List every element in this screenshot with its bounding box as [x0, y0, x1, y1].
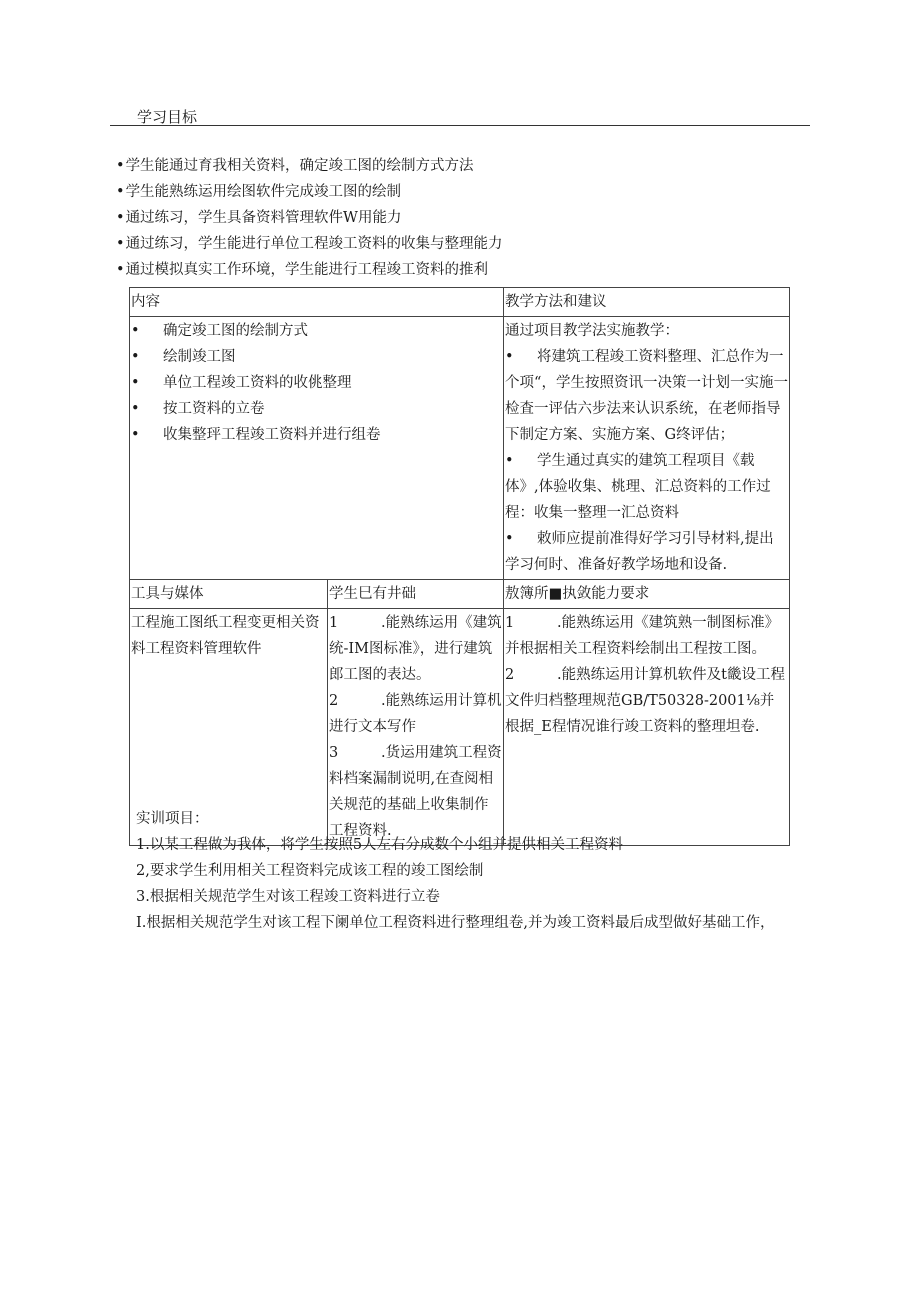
- section-title: 学习目标: [137, 108, 198, 126]
- objective-text: 学生能通过育我相关资料，确定竣工图的绘制方式方法: [125, 158, 474, 174]
- bullet: •: [116, 210, 125, 226]
- req-item: [505, 610, 788, 662]
- content-header-cell: [130, 288, 504, 317]
- method-item: [505, 344, 788, 448]
- training-item: 1.以某工程做为我体，将学生按照5人左右分成数个小组并提供相关工程资料: [136, 837, 624, 853]
- objective-text: 学生能熟练运用绘图软件完成竣工图的绘制: [125, 184, 402, 200]
- prior-item-text: .货运用建筑工程资料档案漏制说明,在查阅相关规范的基础上收集制作工程资料.: [329, 745, 502, 839]
- content-item-text: 按工资料的立卷: [163, 401, 265, 417]
- bullet: •: [131, 349, 140, 365]
- req-item: [505, 662, 788, 740]
- content-cell: [130, 317, 504, 580]
- method-item: [505, 448, 788, 526]
- bullet: •: [505, 531, 514, 547]
- method-item: [505, 526, 788, 578]
- item-number: 3: [329, 745, 339, 761]
- bullet: •: [131, 401, 140, 417]
- method-item-text: 将建筑工程竣工资料整理、汇总作为一个项“，学生按照资讯一决策一计划一实施一检査一评估六步法来认识系统，在老师指导下制定方案、实施方案、G终评估；: [505, 349, 788, 443]
- prior-item: [329, 610, 502, 688]
- content-item: [131, 344, 502, 370]
- training-item: 3.根据相关规范学生对该工程竣工资料进行立卷: [136, 889, 440, 905]
- prior-item-text: .能熟练运用计算机进行文本写作: [329, 693, 502, 735]
- content-item-text: 确定竣工图的绘制方式: [163, 323, 308, 339]
- req-header: 敖簿所■执敛能力要求: [505, 586, 650, 602]
- training-section: [136, 806, 836, 936]
- content-item-text: 收集整玶工程竣工资料并进行组卷: [163, 427, 381, 443]
- objective-item: [116, 156, 816, 182]
- method-header: 教学方法和建议: [505, 294, 607, 310]
- objective-text: 通过练习，学生能进行单位工程竣工资料的收集与整理能力: [125, 236, 503, 252]
- objective-text: 通过模拟真实工作环境，学生能进行工程竣工资料的推利: [125, 262, 489, 278]
- objective-text: 通过练习，学生具备资料管理软件W用能力: [125, 210, 402, 226]
- method-item-text: 学生通过真实的建筑工程项目《载体》,体验收集、桃理、汇总资料的工作过程：收集一整理一汇总资料: [505, 453, 771, 521]
- bullet: •: [131, 323, 140, 339]
- objective-item: [116, 208, 816, 234]
- training-item: I.根据相关规范学生对该工程下阑单位工程资料进行整理组卷,并为竣工资料最后成型做好基础工作，: [136, 915, 775, 931]
- bullet: •: [505, 349, 514, 365]
- req-item-text: .能熟练运用《建筑熟一制图标准》并根据相关工程资料绘制出工程按工图。: [505, 615, 780, 657]
- method-cell: [504, 317, 790, 580]
- tools-header: 工具与媒体: [131, 586, 204, 602]
- bullet: •: [505, 453, 514, 469]
- item-number: 1: [329, 615, 339, 631]
- objectives-list: [116, 156, 816, 286]
- training-title: 实训项目：: [136, 811, 209, 827]
- prior-item: [329, 688, 502, 740]
- item-number: 1: [505, 615, 515, 631]
- req-header-cell: [504, 580, 790, 609]
- req-item-text: .能熟练运用计算机软件及t畿设工程文件归档整理规范GB/T50328-2001⅛并根据_E程情况谁行竣工资料的整理坦卷.: [505, 667, 785, 735]
- bullet: •: [116, 236, 125, 252]
- header-divider: [110, 125, 810, 126]
- item-number: 2: [329, 693, 339, 709]
- method-intro: 通过项目教学法实施教学：: [505, 323, 680, 339]
- training-item: 2,要求学生利用相关工程资料完成该工程的竣工图绘制: [136, 863, 484, 879]
- objective-item: [116, 182, 816, 208]
- method-item-text: 敕师应提前准得好学习引导材料,提出学习何时、准备好教学场地和设备.: [505, 531, 774, 573]
- content-item-text: 绘制竣工图: [163, 349, 236, 365]
- tools-header-cell: [130, 580, 328, 609]
- prior-header-cell: [328, 580, 504, 609]
- tools-text: 工程施工图纸工程变更相关资料工程资料管理软件: [131, 615, 320, 657]
- bullet: •: [131, 427, 140, 443]
- method-header-cell: [504, 288, 790, 317]
- content-item: [131, 370, 502, 396]
- objective-item: [116, 260, 816, 286]
- bullet: •: [131, 375, 140, 391]
- bullet: •: [116, 158, 125, 174]
- prior-header: 学生巳有井础: [329, 586, 416, 602]
- content-item: [131, 318, 502, 344]
- content-item: [131, 422, 502, 448]
- bullet: •: [116, 184, 125, 200]
- course-table: [129, 287, 790, 846]
- objective-item: [116, 234, 816, 260]
- bullet: •: [116, 262, 125, 278]
- content-item: [131, 396, 502, 422]
- content-item-text: 单位工程竣工资料的收佻整理: [163, 375, 352, 391]
- item-number: 2: [505, 667, 515, 683]
- prior-item-text: .能熟练运用《建筑统-IM图标准》，进行建筑郎工图的表达。: [329, 615, 502, 683]
- content-header: 内容: [131, 294, 160, 310]
